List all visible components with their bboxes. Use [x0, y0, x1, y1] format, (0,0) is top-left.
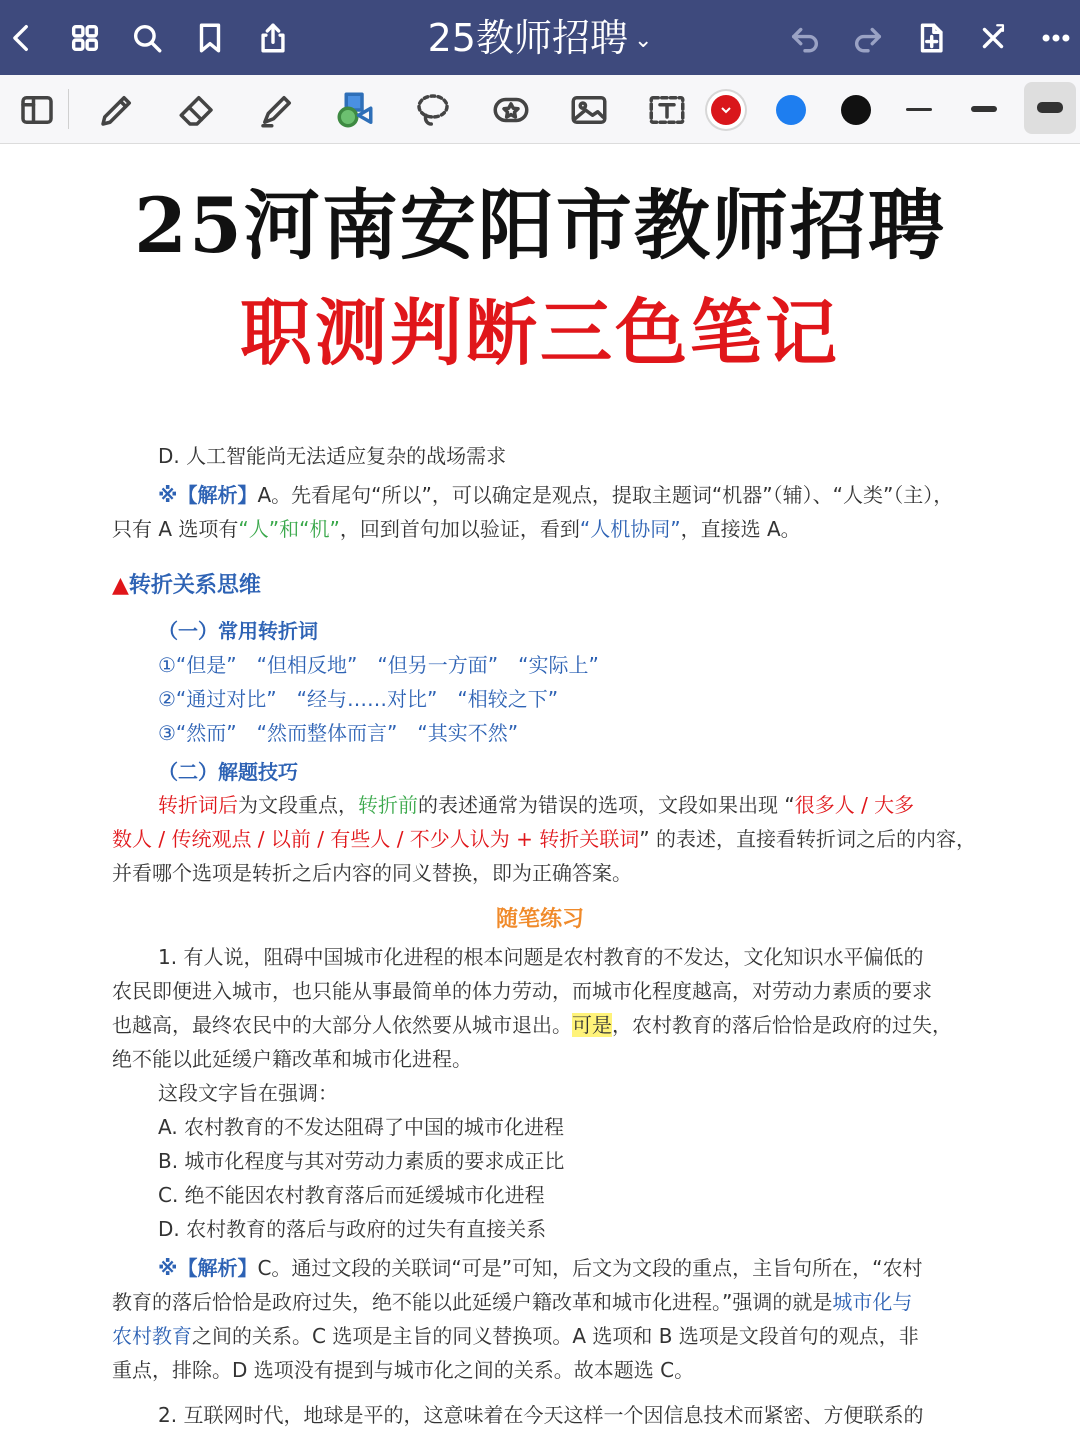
- shapes-icon[interactable]: [332, 87, 378, 133]
- analysis-text: C。通过文段的关联词“可是”可知，后文为文段的重点，主旨句所在，“农村: [257, 1256, 923, 1280]
- practice-title: 随笔练习: [495, 907, 584, 932]
- color-swatch-red[interactable]: [711, 95, 741, 125]
- image-icon[interactable]: [566, 87, 612, 133]
- highlight-blue-text: 农村教育: [112, 1324, 192, 1348]
- option-c: C. 绝不能因农村教育落后而延缓城市化进程: [158, 1183, 545, 1207]
- analysis-text: ，直接选 A。: [680, 517, 801, 541]
- stroke-medium[interactable]: [971, 106, 997, 112]
- color-swatch-black[interactable]: [841, 95, 871, 125]
- question-line: 农民即便进入城市，也只能从事最简单的体力劳动，而城市化程度越高，对劳动力素质的要求: [112, 979, 932, 1003]
- option-text: D. 人工智能尚无法适应复杂的战场需求: [158, 444, 507, 468]
- chevron-down-icon: [711, 95, 741, 125]
- add-page-icon[interactable]: [911, 18, 951, 58]
- pen-icon[interactable]: [94, 87, 140, 133]
- highlighter-icon[interactable]: [254, 87, 300, 133]
- stroke-thick: [1037, 102, 1063, 113]
- analysis-line: [112, 514, 962, 544]
- question-text: 也越高，最终农民中的大部分人依然要从城市退出。: [112, 1013, 572, 1037]
- question-line: 绝不能以此延缓户籍改革和城市化进程。: [112, 1047, 472, 1071]
- chevron-down-icon[interactable]: ⌄: [633, 27, 653, 53]
- page-subtitle: 职测判断三色笔记: [239, 290, 840, 375]
- analysis-line: [158, 1253, 962, 1283]
- highlight-red-text: 很多人 / 大多: [794, 793, 915, 817]
- highlight-green-text: “人”和“机”: [238, 517, 340, 541]
- list-item: ①“但是” “但相反地” “但另一方面” “实际上”: [158, 653, 599, 677]
- analysis-text: 只有 A 选项有: [112, 517, 239, 541]
- subsection-heading: （一）常用转折词: [158, 619, 318, 643]
- question-text: ，农村教育的落后恰恰是政府的过失，: [612, 1013, 952, 1037]
- triangle-icon: ▲: [112, 573, 129, 598]
- sidebar-toggle-icon[interactable]: [14, 87, 60, 133]
- stroke-thick-selected[interactable]: [1024, 82, 1076, 134]
- question-line: 1. 有人说，阻碍中国城市化进程的根本问题是农村教育的不发达，文化知识水平偏低的: [158, 945, 924, 969]
- highlight-blue-text: “人机协同”: [579, 517, 681, 541]
- annotation-toolbar: [0, 75, 1080, 144]
- body-line: [112, 824, 977, 854]
- color-swatch-blue[interactable]: [776, 95, 806, 125]
- list-item: ②“通过对比” “经与……对比” “相较之下”: [158, 687, 559, 711]
- close-icon[interactable]: [973, 18, 1013, 58]
- analysis-mark: ※【解析】: [158, 483, 258, 507]
- undo-icon[interactable]: [785, 18, 825, 58]
- body-text: ” 的表述，直接看转折词之后的内容，: [639, 827, 977, 851]
- question-stem: 这段文字旨在强调：: [158, 1081, 338, 1105]
- document-title-text: 25教师招聘: [427, 16, 628, 60]
- eraser-icon[interactable]: [174, 87, 220, 133]
- highlight-green-text: 转折前: [358, 793, 418, 817]
- option-d: D. 农村教育的落后与政府的过失有直接关系: [158, 1217, 547, 1241]
- top-nav-bar: [0, 0, 1080, 75]
- analysis-mark: ※【解析】: [158, 1256, 258, 1280]
- analysis-line: 重点，排除。D 选项没有提到与城市化之间的关系。故本题选 C。: [112, 1358, 695, 1382]
- body-line: [158, 790, 962, 820]
- question-line: 2. 互联网时代，地球是平的，这意味着在今天这样一个因信息技术而紧密、方便联系的: [158, 1403, 924, 1427]
- analysis-text: 之间的关系。C 选项是主旨的同义替换项。A 选项和 B 选项是文段首句的观点，非: [192, 1324, 919, 1348]
- highlight-yellow-text: 可是: [572, 1013, 612, 1037]
- highlight-red-text: 转折词后: [158, 793, 238, 817]
- more-icon[interactable]: [1036, 18, 1076, 58]
- analysis-line: [158, 480, 962, 510]
- highlight-red-text: 数人 / 传统观点 / 以前 / 有些人 / 不少人认为 + 转折关联词: [112, 827, 640, 851]
- list-item: ③“然而” “然而整体而言” “其实不然”: [158, 721, 519, 745]
- body-text: 的表述通常为错误的选项，文段如果出现 “: [418, 793, 795, 817]
- section-heading: [112, 571, 962, 601]
- sticker-icon[interactable]: [488, 87, 534, 133]
- body-line: 并看哪个选项是转折之后内容的同义替换，即为正确答案。: [112, 861, 632, 885]
- toolbar-divider: [68, 89, 69, 129]
- subsection-heading: （二）解题技巧: [158, 760, 298, 784]
- analysis-text: 教育的落后恰恰是政府过失，绝不能以此延缓户籍改革和城市化进程。”强调的就是: [112, 1290, 833, 1314]
- page-title: 25河南安阳市教师招聘: [134, 181, 946, 270]
- analysis-text: ，回到首句加以验证，看到: [339, 517, 580, 541]
- body-text: 为文段重点，: [238, 793, 358, 817]
- lasso-icon[interactable]: [410, 87, 456, 133]
- highlight-blue-text: 城市化与: [832, 1290, 913, 1314]
- analysis-line: [112, 1287, 962, 1317]
- question-line: [112, 1010, 962, 1040]
- analysis-text: A。先看尾句“所以”，可以确定是观点，提取主题词“机器”（辅）、“人类”（主），: [257, 483, 954, 507]
- redo-icon[interactable]: [848, 18, 888, 58]
- stroke-thin[interactable]: [906, 108, 932, 111]
- option-b: B. 城市化程度与其对劳动力素质的要求成正比: [158, 1149, 565, 1173]
- text-icon[interactable]: [644, 87, 690, 133]
- option-a: A. 农村教育的不发达阻碍了中国的城市化进程: [158, 1115, 565, 1139]
- section-title: 转折关系思维: [128, 573, 261, 598]
- analysis-line: [112, 1321, 962, 1351]
